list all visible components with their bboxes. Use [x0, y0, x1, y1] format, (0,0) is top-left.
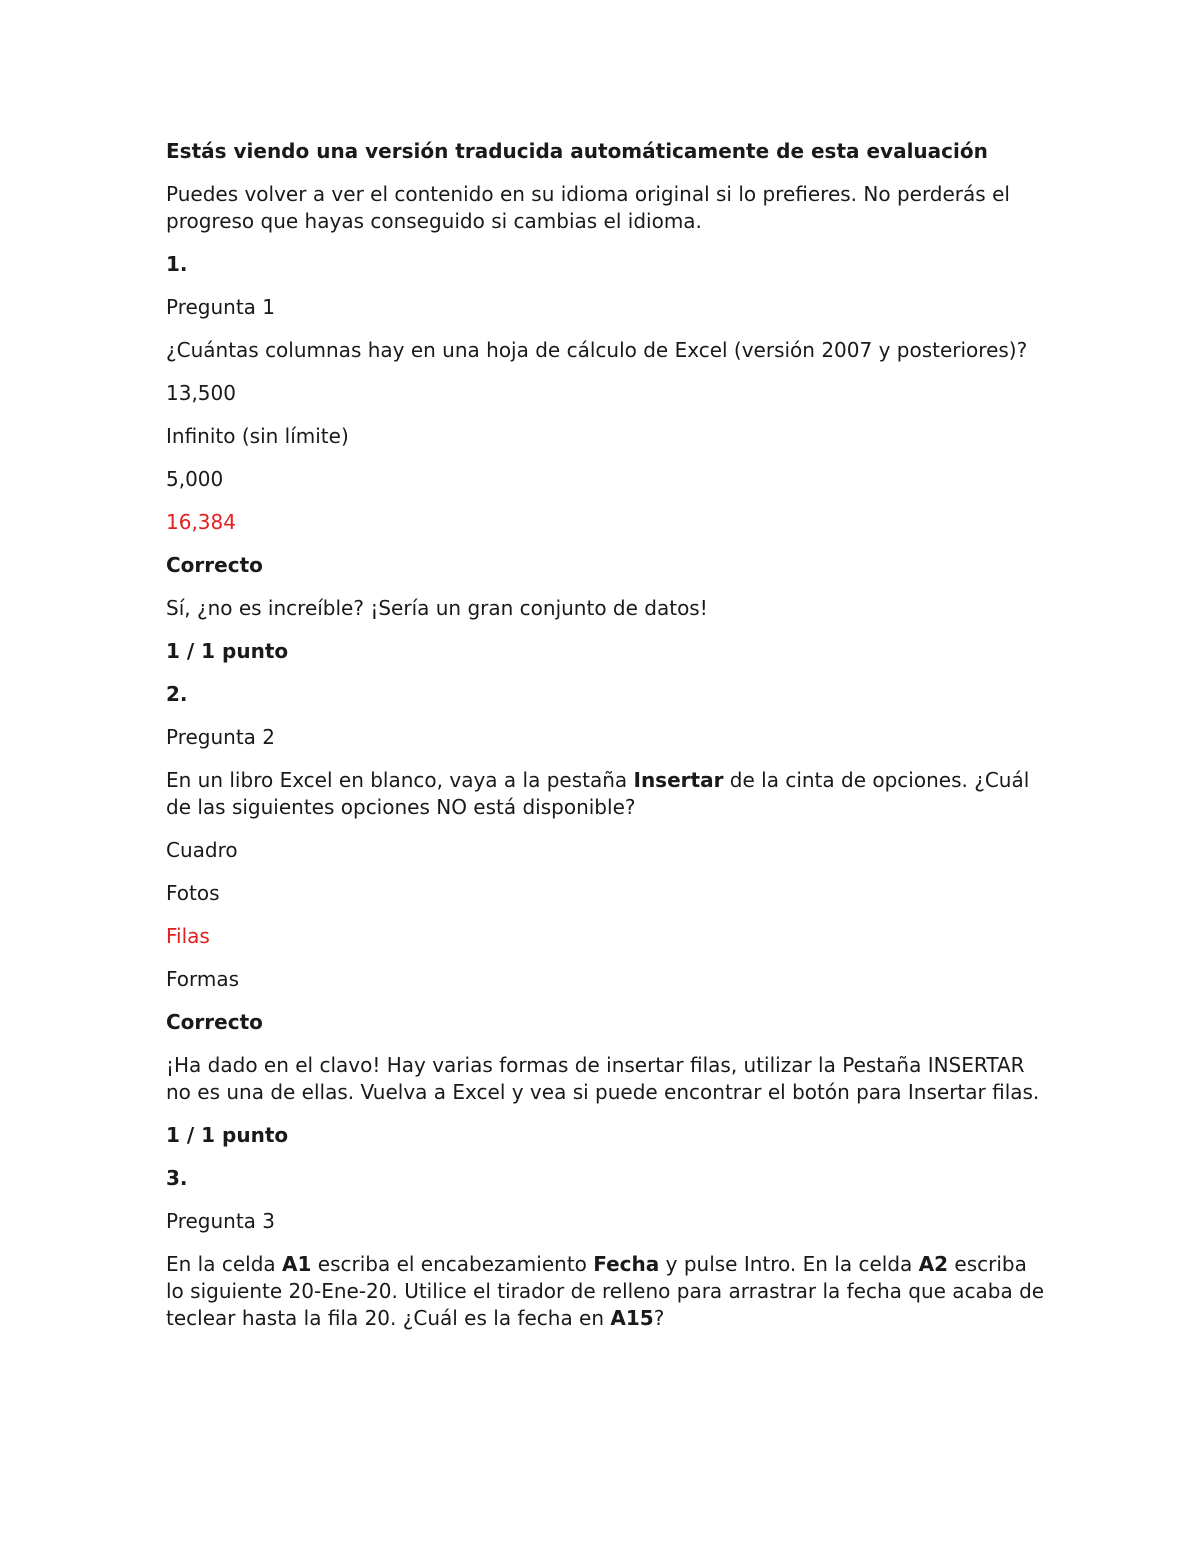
question-1-prompt: ¿Cuántas columnas hay en una hoja de cálculo de Excel (versión 2007 y posteriores)?	[166, 338, 1028, 362]
question-2-option-correct: Filas	[166, 924, 210, 948]
question-1-score: 1 / 1 punto	[166, 639, 289, 663]
translation-notice-title: Estás viendo una versión traducida automáticamente de esta evaluación	[166, 139, 988, 163]
question-1-feedback: Sí, ¿no es increíble? ¡Sería un gran conjunto de datos!	[166, 596, 708, 620]
question-3-prompt-bold: A2	[918, 1252, 949, 1276]
question-3-label: Pregunta 3	[166, 1209, 276, 1233]
question-3-prompt-text: En la celda	[166, 1252, 283, 1276]
question-2-status: Correcto	[166, 1010, 263, 1034]
question-2-label: Pregunta 2	[166, 725, 276, 749]
question-1-status: Correcto	[166, 553, 263, 577]
question-2-prompt-bold: Insertar	[633, 768, 724, 792]
question-1-option: 5,000	[166, 467, 224, 491]
question-3-prompt-bold: A1	[282, 1252, 312, 1276]
question-1-label: Pregunta 1	[166, 295, 276, 319]
question-1-option: 13,500	[166, 381, 236, 405]
question-3-prompt-text: escriba el encabezamiento	[311, 1252, 594, 1276]
question-2-option: Fotos	[166, 881, 220, 905]
question-2-option: Formas	[166, 967, 240, 991]
question-1-number: 1.	[166, 252, 188, 276]
question-3-prompt-text: escriba lo siguiente 20-Ene-20. Utilice el tirador de relleno para arrastrar la fecha que acaba de teclear hasta la fila 20. ¿Cuál es la fecha en	[166, 1252, 1045, 1330]
question-2-feedback: ¡Ha dado en el clavo! Hay varias formas de insertar filas, utilizar la Pestaña INSERTAR no es una de ellas. Vuelva a Excel y vea si puede encontrar el botón para Insertar filas.	[166, 1053, 1040, 1104]
question-3-prompt-text: ?	[653, 1306, 665, 1330]
document-page	[166, 138, 1046, 1348]
question-3-prompt-bold: Fecha	[593, 1252, 660, 1276]
question-3-prompt-bold: A15	[610, 1306, 654, 1330]
translation-notice-body: Puedes volver a ver el contenido en su idioma original si lo prefieres. No perderás el progreso que hayas conseguido si cambias el idioma.	[166, 182, 1010, 233]
question-3-prompt	[166, 1251, 1046, 1332]
question-2-prompt	[166, 767, 1046, 821]
question-3-prompt-text: y pulse Intro. En la celda	[659, 1252, 919, 1276]
question-2-option: Cuadro	[166, 838, 238, 862]
question-2-prompt-text: En un libro Excel en blanco, vaya a la pestaña	[166, 768, 634, 792]
question-2-score: 1 / 1 punto	[166, 1123, 289, 1147]
question-3-number: 3.	[166, 1166, 188, 1190]
question-1-option: Infinito (sin límite)	[166, 424, 349, 448]
question-1-option-correct: 16,384	[166, 510, 236, 534]
question-2-number: 2.	[166, 682, 188, 706]
question-2-prompt-text: de la cinta de opciones. ¿Cuál de las siguientes opciones NO está disponible?	[166, 768, 1030, 819]
